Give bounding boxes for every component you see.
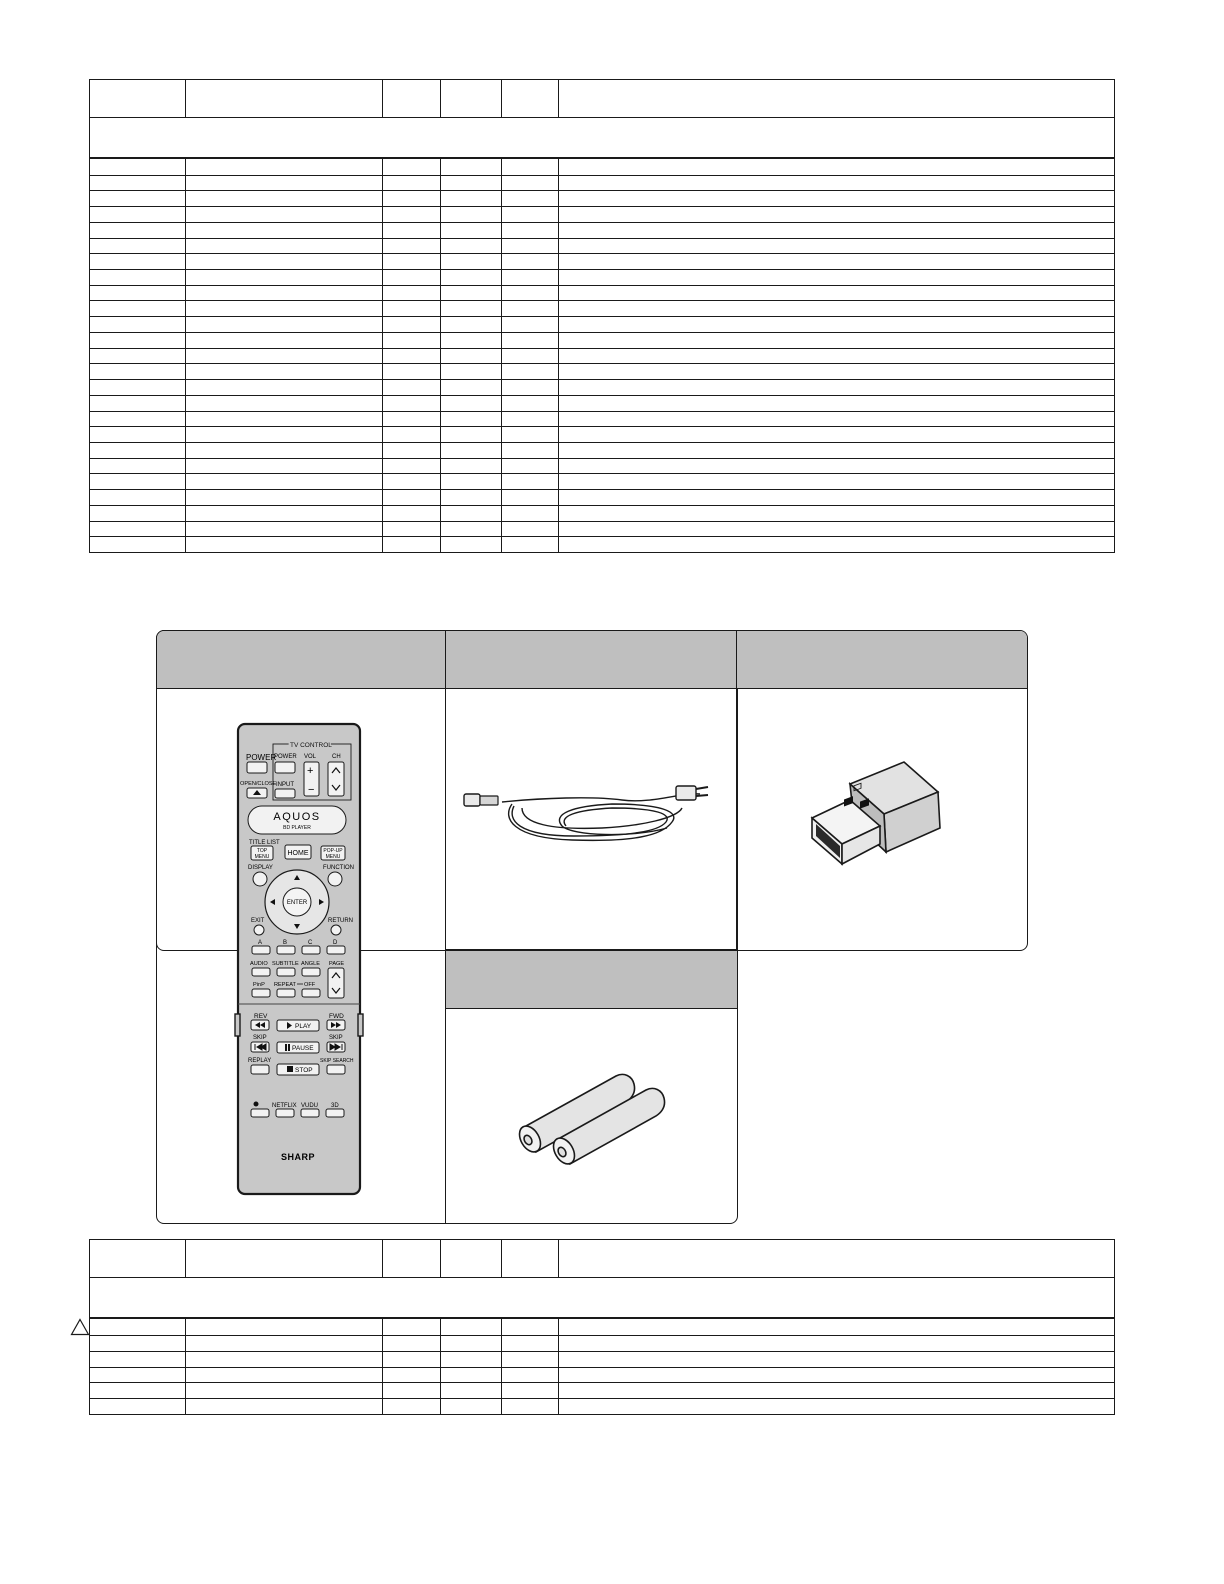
skip-left-label: SKIP — [253, 1035, 267, 1041]
vudu-label: VUDU — [301, 1103, 319, 1109]
table-row — [90, 1367, 1114, 1368]
return-button[interactable] — [331, 925, 341, 935]
table-column-divider — [382, 1240, 383, 1414]
b-label: B — [283, 940, 288, 946]
table-header-row — [90, 1240, 1114, 1278]
batteries-image — [516, 1068, 666, 1168]
power-cord-image — [462, 778, 722, 858]
table-row — [90, 489, 1114, 490]
table-row — [90, 332, 1114, 333]
angle-button[interactable] — [302, 968, 320, 976]
table-row — [90, 253, 1114, 254]
page-label: PAGE — [329, 961, 345, 967]
divider — [736, 630, 737, 951]
angle-label: ANGLE — [301, 961, 320, 967]
skip-search-label: SKIP SEARCH — [320, 1058, 354, 1064]
top-menu-sublabel: MENU — [254, 854, 270, 860]
remote-control-image — [234, 722, 368, 1198]
a-button[interactable] — [252, 946, 270, 954]
table-row — [90, 348, 1114, 349]
play-label: PLAY — [295, 1023, 312, 1030]
model-label: BD PLAYER — [283, 825, 311, 831]
table-column-divider — [185, 1240, 186, 1414]
accessory-header-cord — [446, 631, 736, 689]
3d-label: 3D — [331, 1103, 339, 1109]
top-menu-label: TOP — [256, 848, 268, 854]
table-column-divider — [501, 1240, 502, 1414]
usb-wireless-adapter-image — [804, 756, 950, 868]
c-button[interactable] — [302, 946, 320, 954]
d-button[interactable] — [327, 946, 345, 954]
web-button[interactable] — [251, 1109, 269, 1117]
table-row — [90, 300, 1114, 301]
accessory-header-remote — [157, 631, 446, 689]
table-row — [90, 222, 1114, 223]
netflix-label: NETFLIX — [272, 1103, 297, 1109]
display-button[interactable] — [253, 872, 267, 886]
warning-triangle-icon — [70, 1318, 90, 1336]
c-label: C — [308, 940, 313, 946]
accessories-figure — [156, 630, 1028, 1224]
off-button[interactable] — [302, 989, 320, 997]
divider — [446, 949, 738, 950]
audio-label: AUDIO — [250, 961, 268, 967]
minus-icon: − — [308, 784, 315, 796]
power-label: POWER — [246, 753, 277, 762]
table-column-divider — [440, 1240, 441, 1414]
table-column-divider — [558, 1240, 559, 1414]
web-icon — [254, 1102, 259, 1107]
table-row — [90, 363, 1114, 364]
table-row — [90, 411, 1114, 412]
divider — [445, 630, 446, 1224]
table-row — [90, 395, 1114, 396]
enter-label: ENTER — [286, 900, 308, 906]
table-header-row — [90, 80, 1114, 118]
table-row — [90, 536, 1114, 537]
parts-table-top — [89, 79, 1115, 553]
ch-label: CH — [332, 754, 341, 760]
replay-label: REPLAY — [248, 1058, 272, 1064]
repeat-label: REPEAT — [274, 982, 296, 988]
skip-right-label: SKIP — [329, 1035, 343, 1041]
accessory-header-adapter — [736, 631, 1027, 689]
return-label: RETURN — [328, 918, 353, 924]
exit-button[interactable] — [254, 925, 264, 935]
table-section-cell — [90, 1278, 1114, 1318]
function-label: FUNCTION — [323, 865, 354, 871]
home-label: HOME — [287, 850, 309, 857]
input-label: INPUT — [276, 782, 294, 788]
table-row — [90, 426, 1114, 427]
d-label: D — [333, 940, 338, 946]
function-button[interactable] — [328, 872, 342, 886]
pinp-label: PinP — [253, 982, 265, 988]
stop-icon — [287, 1066, 293, 1072]
sharp-logo: SHARP — [280, 1152, 316, 1162]
table-row — [90, 316, 1114, 317]
table-row — [90, 521, 1114, 522]
table-row — [90, 175, 1114, 176]
table-row — [90, 1351, 1114, 1352]
pinp-button[interactable] — [252, 989, 270, 997]
tv-control-label: TV CONTROL — [290, 742, 332, 749]
table-row — [90, 190, 1114, 191]
repeat-button[interactable] — [277, 989, 295, 997]
b-button[interactable] — [277, 946, 295, 954]
tv-power-label: POWER — [274, 754, 297, 760]
pause-icon — [285, 1044, 287, 1051]
table-row — [90, 269, 1114, 270]
vudu-button[interactable] — [301, 1109, 319, 1117]
tv-power-button[interactable] — [275, 762, 295, 773]
table-row — [90, 285, 1114, 286]
table-row — [90, 458, 1114, 459]
3d-button[interactable] — [326, 1109, 344, 1117]
table-row — [90, 206, 1114, 207]
input-button[interactable] — [275, 789, 295, 798]
table-row — [90, 379, 1114, 380]
subtitle-button[interactable] — [277, 968, 295, 976]
power-button[interactable] — [247, 762, 267, 773]
open-close-label: OPEN/CLOSE — [240, 781, 277, 787]
table-row — [90, 1335, 1114, 1336]
table-row — [90, 1382, 1114, 1383]
fwd-label: FWD — [329, 1013, 344, 1020]
rev-label: REV — [254, 1013, 268, 1020]
table-section-cell — [90, 118, 1114, 158]
display-label: DISPLAY — [248, 865, 273, 871]
plus-icon: + — [307, 765, 314, 777]
brand-logo-text: AQUOS — [273, 811, 321, 823]
vol-label: VOL — [304, 754, 317, 760]
off-label: OFF — [304, 982, 316, 988]
subtitle-label: SUBTITLE — [272, 961, 299, 967]
title-list-label: TITLE LIST — [249, 840, 280, 846]
popup-sublabel: MENU — [325, 854, 341, 860]
table-row — [90, 473, 1114, 474]
table-row — [90, 505, 1114, 506]
skip-search-button[interactable] — [327, 1065, 345, 1074]
accessory-header-batteries — [446, 951, 737, 1009]
pause-label: PAUSE — [292, 1045, 314, 1052]
table-row — [90, 442, 1114, 443]
audio-button[interactable] — [252, 968, 270, 976]
table-row — [90, 238, 1114, 239]
table-row — [90, 1398, 1114, 1399]
stop-label: STOP — [295, 1067, 313, 1074]
popup-label: POP-UP — [323, 848, 343, 854]
netflix-button[interactable] — [276, 1109, 294, 1117]
exit-label: EXIT — [251, 918, 265, 924]
replay-button[interactable] — [251, 1065, 269, 1074]
a-label: A — [258, 940, 263, 946]
parts-table-bottom — [89, 1239, 1115, 1415]
